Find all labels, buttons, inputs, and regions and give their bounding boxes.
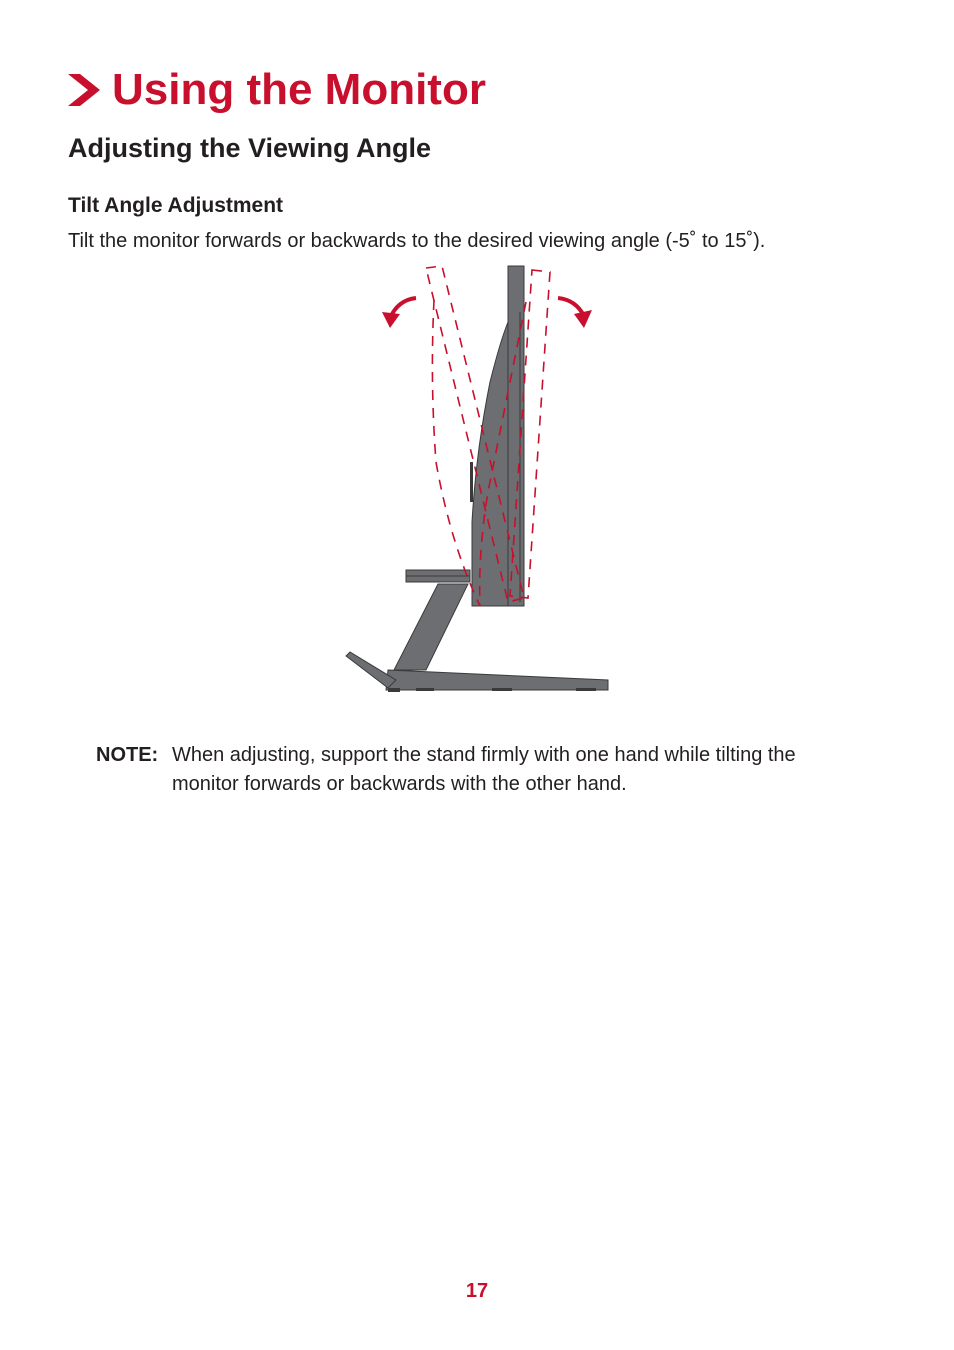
stand-neck (394, 584, 468, 670)
base-foot-3 (492, 688, 512, 691)
chevron-right-icon (66, 72, 102, 108)
tilt-forward-arrow-icon (558, 298, 592, 328)
page-number: 17 (465, 1280, 489, 1302)
stand-base (386, 670, 608, 690)
subsection-body: Tilt the monitor forwards or backwards to the desired viewing angle (-5˚ to 15˚). (68, 230, 766, 252)
monitor-tilt-illustration (330, 262, 630, 702)
tilt-back-arrow-icon (382, 298, 416, 328)
base-foot-4 (576, 688, 596, 691)
section-title: Adjusting the Viewing Angle (68, 133, 432, 163)
note-line-2: monitor forwards or backwards with the other hand. (172, 773, 627, 795)
note-label: NOTE: (96, 744, 159, 766)
chapter-title: Using the Monitor (112, 65, 486, 114)
note-text (172, 741, 892, 799)
note-line-1: When adjusting, support the stand firmly with one hand while tilting the (172, 744, 796, 766)
subsection-title: Tilt Angle Adjustment (68, 194, 284, 217)
chapter-header (66, 62, 486, 118)
monitor-body (472, 266, 524, 606)
base-foot-1 (388, 688, 400, 692)
base-foot-2 (416, 688, 434, 691)
